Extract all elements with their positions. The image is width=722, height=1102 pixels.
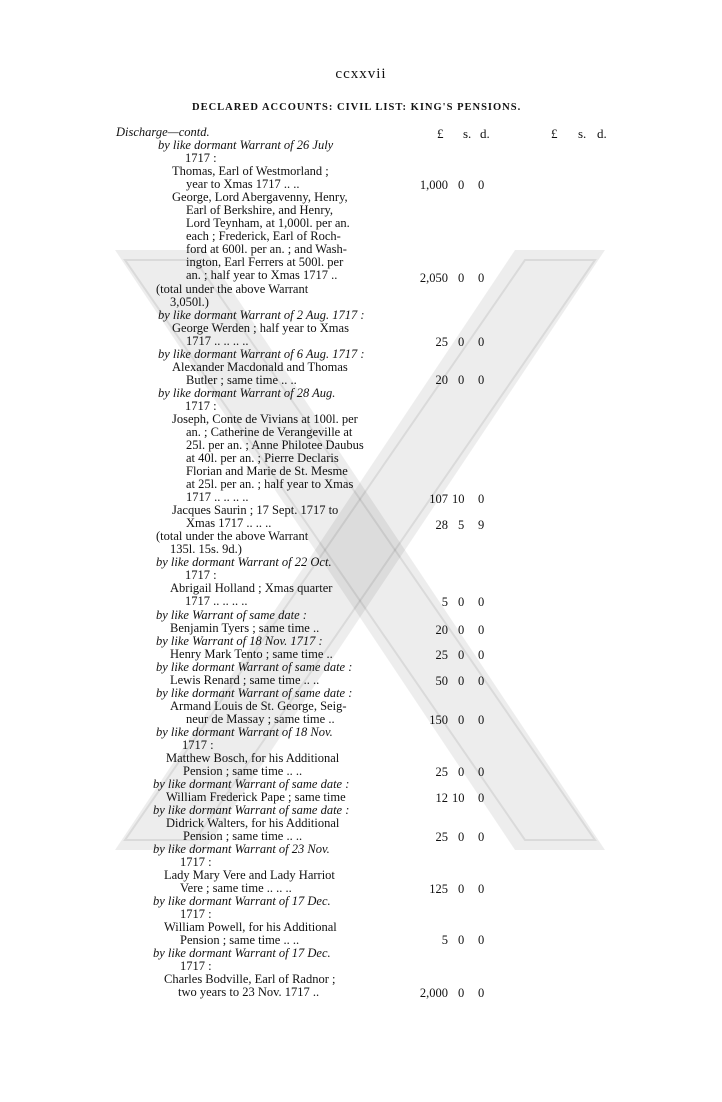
amount-pence: 0 <box>478 882 485 896</box>
amount-pence: 0 <box>478 986 485 1000</box>
warrant-line: by like dormant Warrant of 17 Dec. <box>153 946 331 960</box>
col-header-shillings: s. <box>463 126 472 141</box>
entry-line: Xmas 1717 .. .. .. <box>186 516 272 530</box>
entry-line: Lewis Renard ; same time .. .. <box>170 673 320 687</box>
entry-line: 1717 : <box>180 855 212 869</box>
entry-line: 1717 : <box>185 399 217 413</box>
amount-pence: 0 <box>478 713 485 727</box>
entry-line: 3,050l.) <box>170 295 209 309</box>
amount-pounds: 25 <box>435 830 448 844</box>
amount-pounds: 25 <box>435 765 448 779</box>
amount-pounds: 50 <box>435 674 448 688</box>
amount-pence: 0 <box>478 765 485 779</box>
amount-pence: 0 <box>478 373 485 387</box>
amount-pounds: 107 <box>429 492 448 506</box>
warrant-line: by like dormant Warrant of 17 Dec. <box>153 894 331 908</box>
entry-line: Alexander Macdonald and Thomas <box>172 360 348 374</box>
amount-pence: 0 <box>478 492 485 506</box>
amount-pence: 0 <box>478 791 485 805</box>
warrant-line: by like dormant Warrant of same date : <box>156 686 353 700</box>
entry-line: Florian and Marie de St. Mesme <box>186 464 348 478</box>
amount-pence: 0 <box>478 623 485 637</box>
amount-pounds: 5 <box>441 933 448 947</box>
amount-shillings: 0 <box>458 830 465 844</box>
amount-pounds: 150 <box>429 713 448 727</box>
warrant-line: by like dormant Warrant of 2 Aug. 1717 : <box>158 308 365 322</box>
entry-line: Thomas, Earl of Westmorland ; <box>172 164 329 178</box>
col-header-pounds-total: £ <box>551 126 558 141</box>
entry-line: Butler ; same time .. .. <box>186 373 297 387</box>
warrant-line: by like Warrant of 18 Nov. 1717 : <box>156 634 323 648</box>
entry-line: two years to 23 Nov. 1717 .. <box>178 985 320 999</box>
entry-line: 1717 .. .. .. .. <box>185 594 248 608</box>
entry-line: Henry Mark Tento ; same time .. <box>170 647 333 661</box>
entry-line: 1717 : <box>180 907 212 921</box>
amount-pounds: 25 <box>435 335 448 349</box>
entry-line: Abrigail Holland ; Xmas quarter <box>170 581 333 595</box>
entry-line: 1717 : <box>180 959 212 973</box>
entry-line: ington, Earl Ferrers at 500l. per <box>186 255 344 269</box>
col-header-pence-total: d. <box>597 126 607 141</box>
amount-shillings: 0 <box>458 271 465 285</box>
warrant-line: by like dormant Warrant of 22 Oct. <box>156 555 332 569</box>
entry-line: Lord Teynham, at 1,000l. per an. <box>186 216 350 230</box>
amount-pounds: 125 <box>429 882 448 896</box>
entry-line: William Frederick Pape ; same time <box>166 790 346 804</box>
amount-pounds: 2,000 <box>419 986 448 1000</box>
amount-shillings: 0 <box>458 674 465 688</box>
entry-line: George, Lord Abergavenny, Henry, <box>172 190 348 204</box>
entry-line: at 25l. per an. ; half year to Xmas <box>186 477 354 491</box>
entry-line: neur de Massay ; same time .. <box>186 712 335 726</box>
entry-line: Lady Mary Vere and Lady Harriot <box>164 868 335 882</box>
entry-line: 25l. per an. ; Anne Philotee Daubus <box>186 438 364 452</box>
warrant-line: by like Warrant of same date : <box>156 608 307 622</box>
col-header-shillings-total: s. <box>578 126 587 141</box>
entry-line: Joseph, Conte de Vivians at 100l. per <box>172 412 358 426</box>
amount-shillings: 0 <box>458 882 465 896</box>
entry-line: Pension ; same time .. .. <box>183 764 303 778</box>
amount-pounds: 12 <box>435 791 448 805</box>
amount-shillings: 0 <box>458 335 465 349</box>
entry-line: at 40l. per an. ; Pierre Declaris <box>186 451 339 465</box>
warrant-line: by like dormant Warrant of 28 Aug. <box>158 386 336 400</box>
warrant-line: by like dormant Warrant of same date : <box>153 803 350 817</box>
amount-pence: 9 <box>478 518 485 532</box>
amount-pounds: 20 <box>435 373 448 387</box>
running-head: DECLARED ACCOUNTS: CIVIL LIST: KING'S PENSIONS. <box>192 102 522 113</box>
amount-pounds: 1,000 <box>419 178 448 192</box>
warrant-line: by like dormant Warrant of 23 Nov. <box>153 842 330 856</box>
amount-pounds: 20 <box>435 623 448 637</box>
warrant-line: by like dormant Warrant of same date : <box>153 777 350 791</box>
amount-shillings: 0 <box>458 713 465 727</box>
amount-pence: 0 <box>478 674 485 688</box>
col-header-pence: d. <box>480 126 490 141</box>
col-header-pounds: £ <box>437 126 444 141</box>
entry-line: William Powell, for his Additional <box>164 920 337 934</box>
warrant-line: by like dormant Warrant of 26 July <box>158 138 334 152</box>
warrant-line: by like dormant Warrant of 6 Aug. 1717 : <box>158 347 365 361</box>
entry-line: Didrick Walters, for his Additional <box>166 816 340 830</box>
amount-shillings: 0 <box>458 595 465 609</box>
amount-shillings: 0 <box>458 648 465 662</box>
entry-line: Matthew Bosch, for his Additional <box>166 751 340 765</box>
entry-line: 1717 .. .. .. .. <box>186 334 249 348</box>
entry-line: year to Xmas 1717 .. .. <box>186 177 300 191</box>
entry-line: Pension ; same time .. .. <box>180 933 300 947</box>
entry-line: 135l. 15s. 9d.) <box>170 542 242 556</box>
amount-pounds: 5 <box>441 595 448 609</box>
amount-pounds: 25 <box>435 648 448 662</box>
entry-line: 1717 : <box>185 568 217 582</box>
entry-line: Pension ; same time .. .. <box>183 829 303 843</box>
amount-shillings: 10 <box>452 791 465 805</box>
entry-line: 1717 : <box>182 738 214 752</box>
amount-shillings: 10 <box>452 492 465 506</box>
amount-pence: 0 <box>478 271 485 285</box>
amount-pence: 0 <box>478 595 485 609</box>
warrant-line: by like dormant Warrant of same date : <box>156 660 353 674</box>
amount-shillings: 5 <box>458 518 465 532</box>
warrant-line: Discharge—contd. <box>116 125 210 139</box>
amount-pence: 0 <box>478 830 485 844</box>
amount-shillings: 0 <box>458 765 465 779</box>
entry-line: an. ; half year to Xmas 1717 .. <box>186 268 338 282</box>
warrant-line: by like dormant Warrant of 18 Nov. <box>156 725 333 739</box>
entry-line: George Werden ; half year to Xmas <box>172 321 349 335</box>
amount-shillings: 0 <box>458 933 465 947</box>
amount-shillings: 0 <box>458 986 465 1000</box>
amount-shillings: 0 <box>458 178 465 192</box>
amount-shillings: 0 <box>458 623 465 637</box>
entry-line: (total under the above Warrant <box>156 282 309 296</box>
amount-shillings: 0 <box>458 373 465 387</box>
entry-line: 1717 : <box>185 151 217 165</box>
amount-pounds: 2,050 <box>419 271 448 285</box>
entry-line: Charles Bodville, Earl of Radnor ; <box>164 972 336 986</box>
entry-line: Vere ; same time .. .. .. <box>180 881 292 895</box>
amount-pence: 0 <box>478 933 485 947</box>
page-folio: ccxxvii <box>335 66 387 82</box>
amount-pence: 0 <box>478 648 485 662</box>
entry-line: (total under the above Warrant <box>156 529 309 543</box>
entry-line: Benjamin Tyers ; same time .. <box>170 621 320 635</box>
entry-line: each ; Frederick, Earl of Roch- <box>186 229 341 243</box>
entry-line: ford at 600l. per an. ; and Wash- <box>186 242 347 256</box>
amount-pounds: 28 <box>435 518 448 532</box>
amount-pence: 0 <box>478 178 485 192</box>
entry-line: Earl of Berkshire, and Henry, <box>186 203 334 217</box>
entry-line: 1717 .. .. .. .. <box>186 490 249 504</box>
entry-line: Armand Louis de St. George, Seig- <box>170 699 347 713</box>
entry-line: an. ; Catherine de Verangeville at <box>186 425 353 439</box>
amount-pence: 0 <box>478 335 485 349</box>
entry-line: Jacques Saurin ; 17 Sept. 1717 to <box>172 503 339 517</box>
